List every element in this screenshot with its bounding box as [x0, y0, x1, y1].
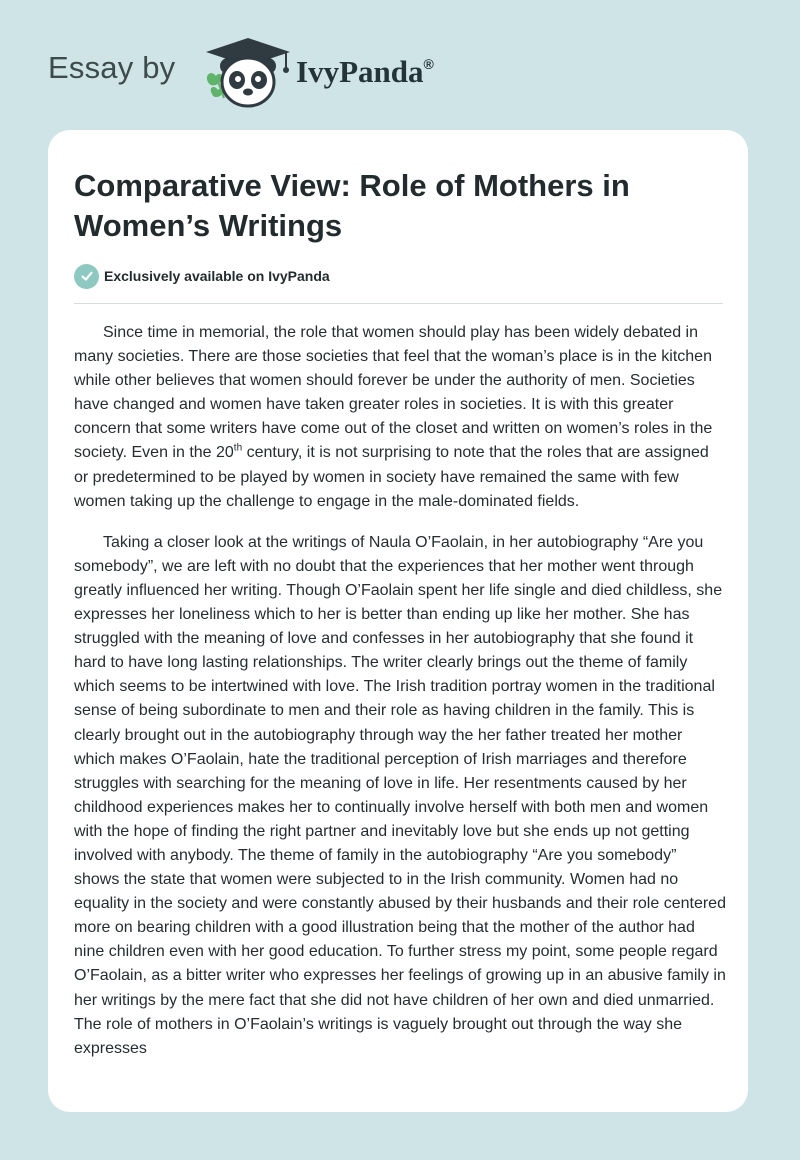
- checkmark-icon: [74, 264, 99, 289]
- panda-graduate-icon: [202, 36, 294, 108]
- superscript: th: [233, 443, 243, 455]
- brand-name: IvyPanda®: [296, 54, 434, 89]
- badge-label: Exclusively available on IvyPanda: [104, 268, 330, 284]
- divider: [74, 303, 723, 304]
- essay-card: [48, 130, 748, 1112]
- essay-body: [74, 321, 726, 1078]
- registered-mark: ®: [423, 56, 434, 72]
- paragraph: Taking a closer look at the writings of Naula O’Faolain, in her autobiography “Are you somebody”, we are left with no doubt that the experiences that her mother went through greatly influenced her writing. Though O’Faolain spent her life single and died childless, she expresses her loneliness which to her is better than ending up like her mother. She has struggled with the meaning of love and confesses in her autobiography that she found it hard to have long lasting relationships. The writer clearly brings out the theme of family which seems to be intertwined with love. The Irish tradition portray women in the traditional sense of being subordinate to men and their role as having children in the family. This is clearly brought out in the autobiography through way the her father treated her mother which makes O’Faolain, hate the traditional perception of Irish marriages and therefore struggles with searching for the meaning of love in life. Her resentments caused by her childhood experiences makes her to continually involve herself with both men and women with the hope of finding the right partner and inevitably love but she ends up not getting involved with anybody. The theme of family in the autobiography “Are you somebody” shows the state that women were subjected to in the Irish community. Women had no equality in the society and were constantly abused by their husbands and their role centered more on bearing children with a good illustration being that the mother of the author had nine children even with her good education. To further stress my point, some people regard O’Faolain, as a bitter writer who expresses her feelings of growing up in an abusive family in her writings by the mere fact that she did not have children of her own and died unmarried. The role of mothers in O’Faolain’s writings is vaguely brought out through the way she expresses: [74, 533, 726, 1057]
- essay-by-label: Essay by: [48, 50, 176, 85]
- paragraph: Since time in memorial, the role that women should play has been widely debated in many societies. There are those societies that feel that the woman’s place is in the kitchen while other believes that women should forever be under the authority of men. Societies have changed and women have taken greater roles in societies. It is with this greater concern that some writers have come out of the closet and written on women’s roles in the society. Even in the 20th century, it is not surprising to note that the roles that are assigned or predetermined to be played by women in society have remained the same with few women taking up the challenge to engage in the male-dominated fields.: [74, 324, 713, 510]
- site-header: [0, 0, 800, 130]
- exclusive-badge: [74, 263, 330, 289]
- essay-title: Comparative View: Role of Mothers in Women’s Writings: [74, 168, 630, 243]
